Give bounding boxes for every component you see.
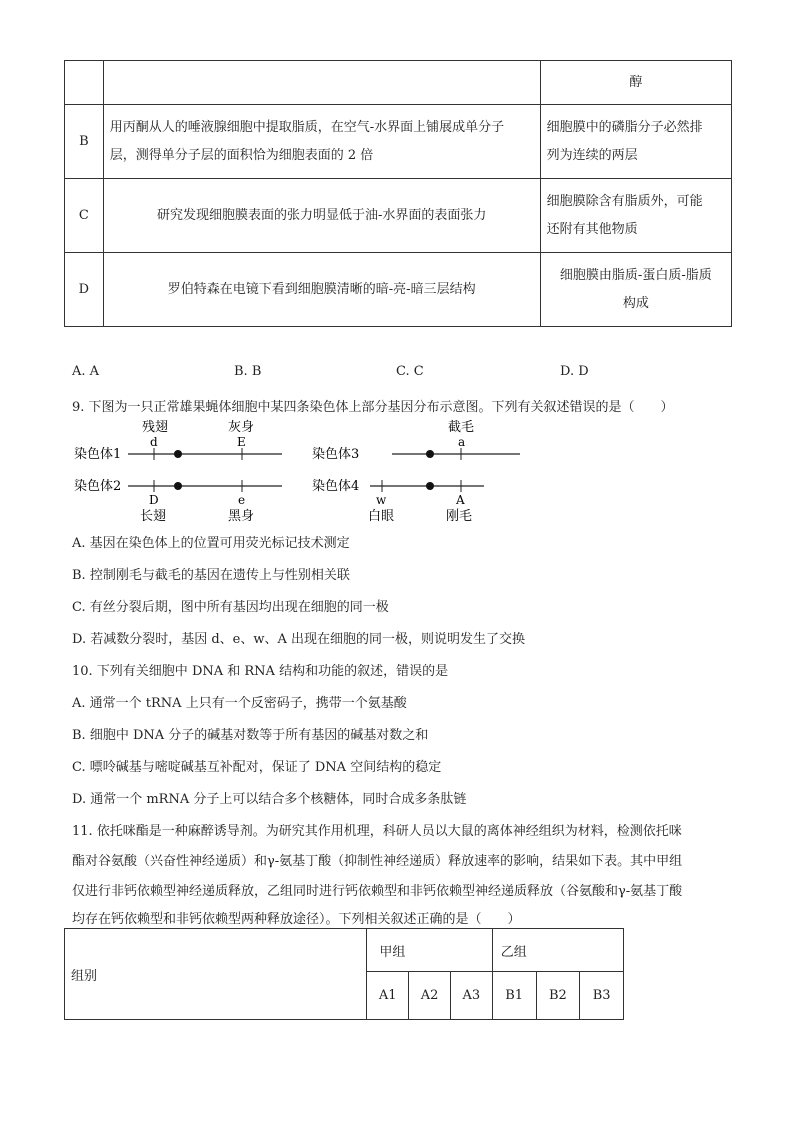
chr3-trait-bobbed: 截毛 — [448, 420, 475, 435]
chr4-label: 染色体4 — [312, 479, 360, 494]
chr4-gene-a: A — [456, 493, 465, 507]
q11-sub-a3: A3 — [450, 972, 492, 1020]
q8-choice-c[interactable]: C. C — [396, 364, 424, 379]
q8-row-a-label — [65, 61, 104, 105]
q11-row-header: 组别 — [65, 929, 367, 1020]
q11-sub-b3: B3 — [580, 972, 624, 1020]
q8-row-a-mid — [103, 61, 540, 105]
chr1-gene-e: E — [237, 435, 246, 449]
q9-stem: 9. 下图为一只正常雄果蝇体细胞中某四条染色体上部分基因分布示意图。下列有关叙述错误的是（ ） — [72, 400, 674, 415]
q8-row-mid — [103, 179, 540, 253]
chr4-gene-w: w — [376, 493, 387, 507]
chr3-centromere — [426, 450, 434, 458]
chr2-gene-e: e — [238, 493, 246, 507]
q8-row-mid — [103, 105, 540, 179]
chr3-gene-a: a — [458, 435, 466, 449]
q9-option-a[interactable]: A. 基因在染色体上的位置可用荧光标记技术测定 — [72, 536, 350, 551]
q11-group-b: 乙组 — [492, 929, 623, 972]
q8-choice-a[interactable]: A. A — [72, 364, 100, 379]
q8-row-label: D — [65, 253, 104, 327]
chr4-trait-white: 白眼 — [368, 509, 395, 524]
q8-row-label: C — [65, 179, 104, 253]
chr2-trait-black: 黑身 — [228, 509, 255, 524]
q9-option-c[interactable]: C. 有丝分裂后期，图中所有基因均出现在细胞的同一极 — [72, 600, 389, 615]
q8-row-right — [540, 253, 731, 327]
chr1-trait-gray: 灰身 — [228, 420, 255, 435]
q11-stem-line: 均存在钙依赖型和非钙依赖型两种释放途径）。下列相关叙述正确的是（ ） — [72, 912, 521, 927]
chr2-gene-d: D — [149, 493, 159, 507]
chr2-trait-long: 长翅 — [140, 509, 167, 524]
q8-row-right-line: 构成 — [622, 295, 649, 311]
chromosome-diagram — [70, 414, 530, 526]
q11-stem-line: 酯对谷氨酸（兴奋性神经递质）和γ-氨基丁酸（抑制性神经递质）释放速率的影响，结果如下表。其中甲组 — [72, 854, 683, 869]
chr4-centromere — [426, 482, 434, 490]
chr2-label: 染色体2 — [74, 479, 122, 494]
q11-stem-line: 11. 依托咪酯是一种麻醉诱导剂。为研究其作用机理，科研人员以大鼠的离体神经组织为材料，检测依托咪 — [72, 824, 682, 839]
q11-table — [64, 928, 624, 1020]
q11-sub-b1: B1 — [492, 972, 536, 1020]
q8-choice-b[interactable]: B. B — [234, 364, 262, 379]
q8-row-label: B — [65, 105, 104, 179]
q11-group-a: 甲组 — [367, 929, 492, 972]
q8-row-mid-line: 层，测得单分子层的面积恰为细胞表面的 2 倍 — [109, 147, 374, 163]
q8-choice-d[interactable]: D. D — [560, 364, 589, 379]
chr4-trait-bristle: 刚毛 — [446, 509, 473, 524]
q8-row-right-line: 细胞膜除含有脂质外，可能 — [546, 193, 703, 209]
q10-stem: 10. 下列有关细胞中 DNA 和 RNA 结构和功能的叙述，错误的是 — [72, 664, 449, 679]
chr2-centromere — [174, 482, 182, 490]
q10-option-d[interactable]: D. 通常一个 mRNA 分子上可以结合多个核糖体，同时合成多条肽链 — [72, 792, 467, 807]
q11-stem-line: 仅进行非钙依赖型神经递质释放，乙组同时进行钙依赖型和非钙依赖型神经递质释放（谷氨酸和γ-氨基丁酸 — [72, 884, 683, 899]
q8-row-right-line: 细胞膜中的磷脂分子必然排 — [546, 119, 703, 135]
q8-row-right-line: 还附有其他物质 — [546, 221, 638, 237]
q8-row-mid-line: 用丙酮从人的唾液腺细胞中提取脂质，在空气-水界面上铺展成单分子 — [109, 119, 505, 135]
chr3-label: 染色体3 — [312, 447, 360, 462]
q10-option-a[interactable]: A. 通常一个 tRNA 上只有一个反密码子，携带一个氨基酸 — [72, 696, 407, 711]
q8-table — [64, 60, 732, 327]
q9-option-d[interactable]: D. 若减数分裂时，基因 d、e、w、A 出现在细胞的同一极，则说明发生了交换 — [72, 632, 526, 647]
q10-option-b[interactable]: B. 细胞中 DNA 分子的碱基对数等于所有基因的碱基对数之和 — [72, 728, 429, 743]
chr1-gene-d: d — [150, 435, 158, 449]
q8-row-right-line: 列为连续的两层 — [546, 147, 638, 163]
chr1-label: 染色体1 — [74, 447, 122, 462]
q8-row-mid — [103, 253, 540, 327]
q11-sub-a2: A2 — [409, 972, 451, 1020]
q8-row-a-right: 醇 — [540, 61, 731, 105]
q11-sub-b2: B2 — [536, 972, 580, 1020]
q8-row-mid-line: 研究发现细胞膜表面的张力明显低于油-水界面的表面张力 — [156, 207, 487, 223]
q8-row-mid-line: 罗伯特森在电镜下看到细胞膜清晰的暗-亮-暗三层结构 — [167, 281, 476, 297]
chr1-trait-vestigial: 残翅 — [142, 420, 169, 435]
q8-row-right — [540, 179, 731, 253]
q11-sub-a1: A1 — [367, 972, 409, 1020]
chr1-centromere — [174, 450, 182, 458]
q9-option-b[interactable]: B. 控制刚毛与截毛的基因在遗传上与性别相关联 — [72, 568, 350, 583]
q10-option-c[interactable]: C. 嘌呤碱基与嘧啶碱基互补配对，保证了 DNA 空间结构的稳定 — [72, 760, 442, 775]
q8-row-right-line: 细胞膜由脂质-蛋白质-脂质 — [559, 267, 712, 283]
q8-row-right — [540, 105, 731, 179]
